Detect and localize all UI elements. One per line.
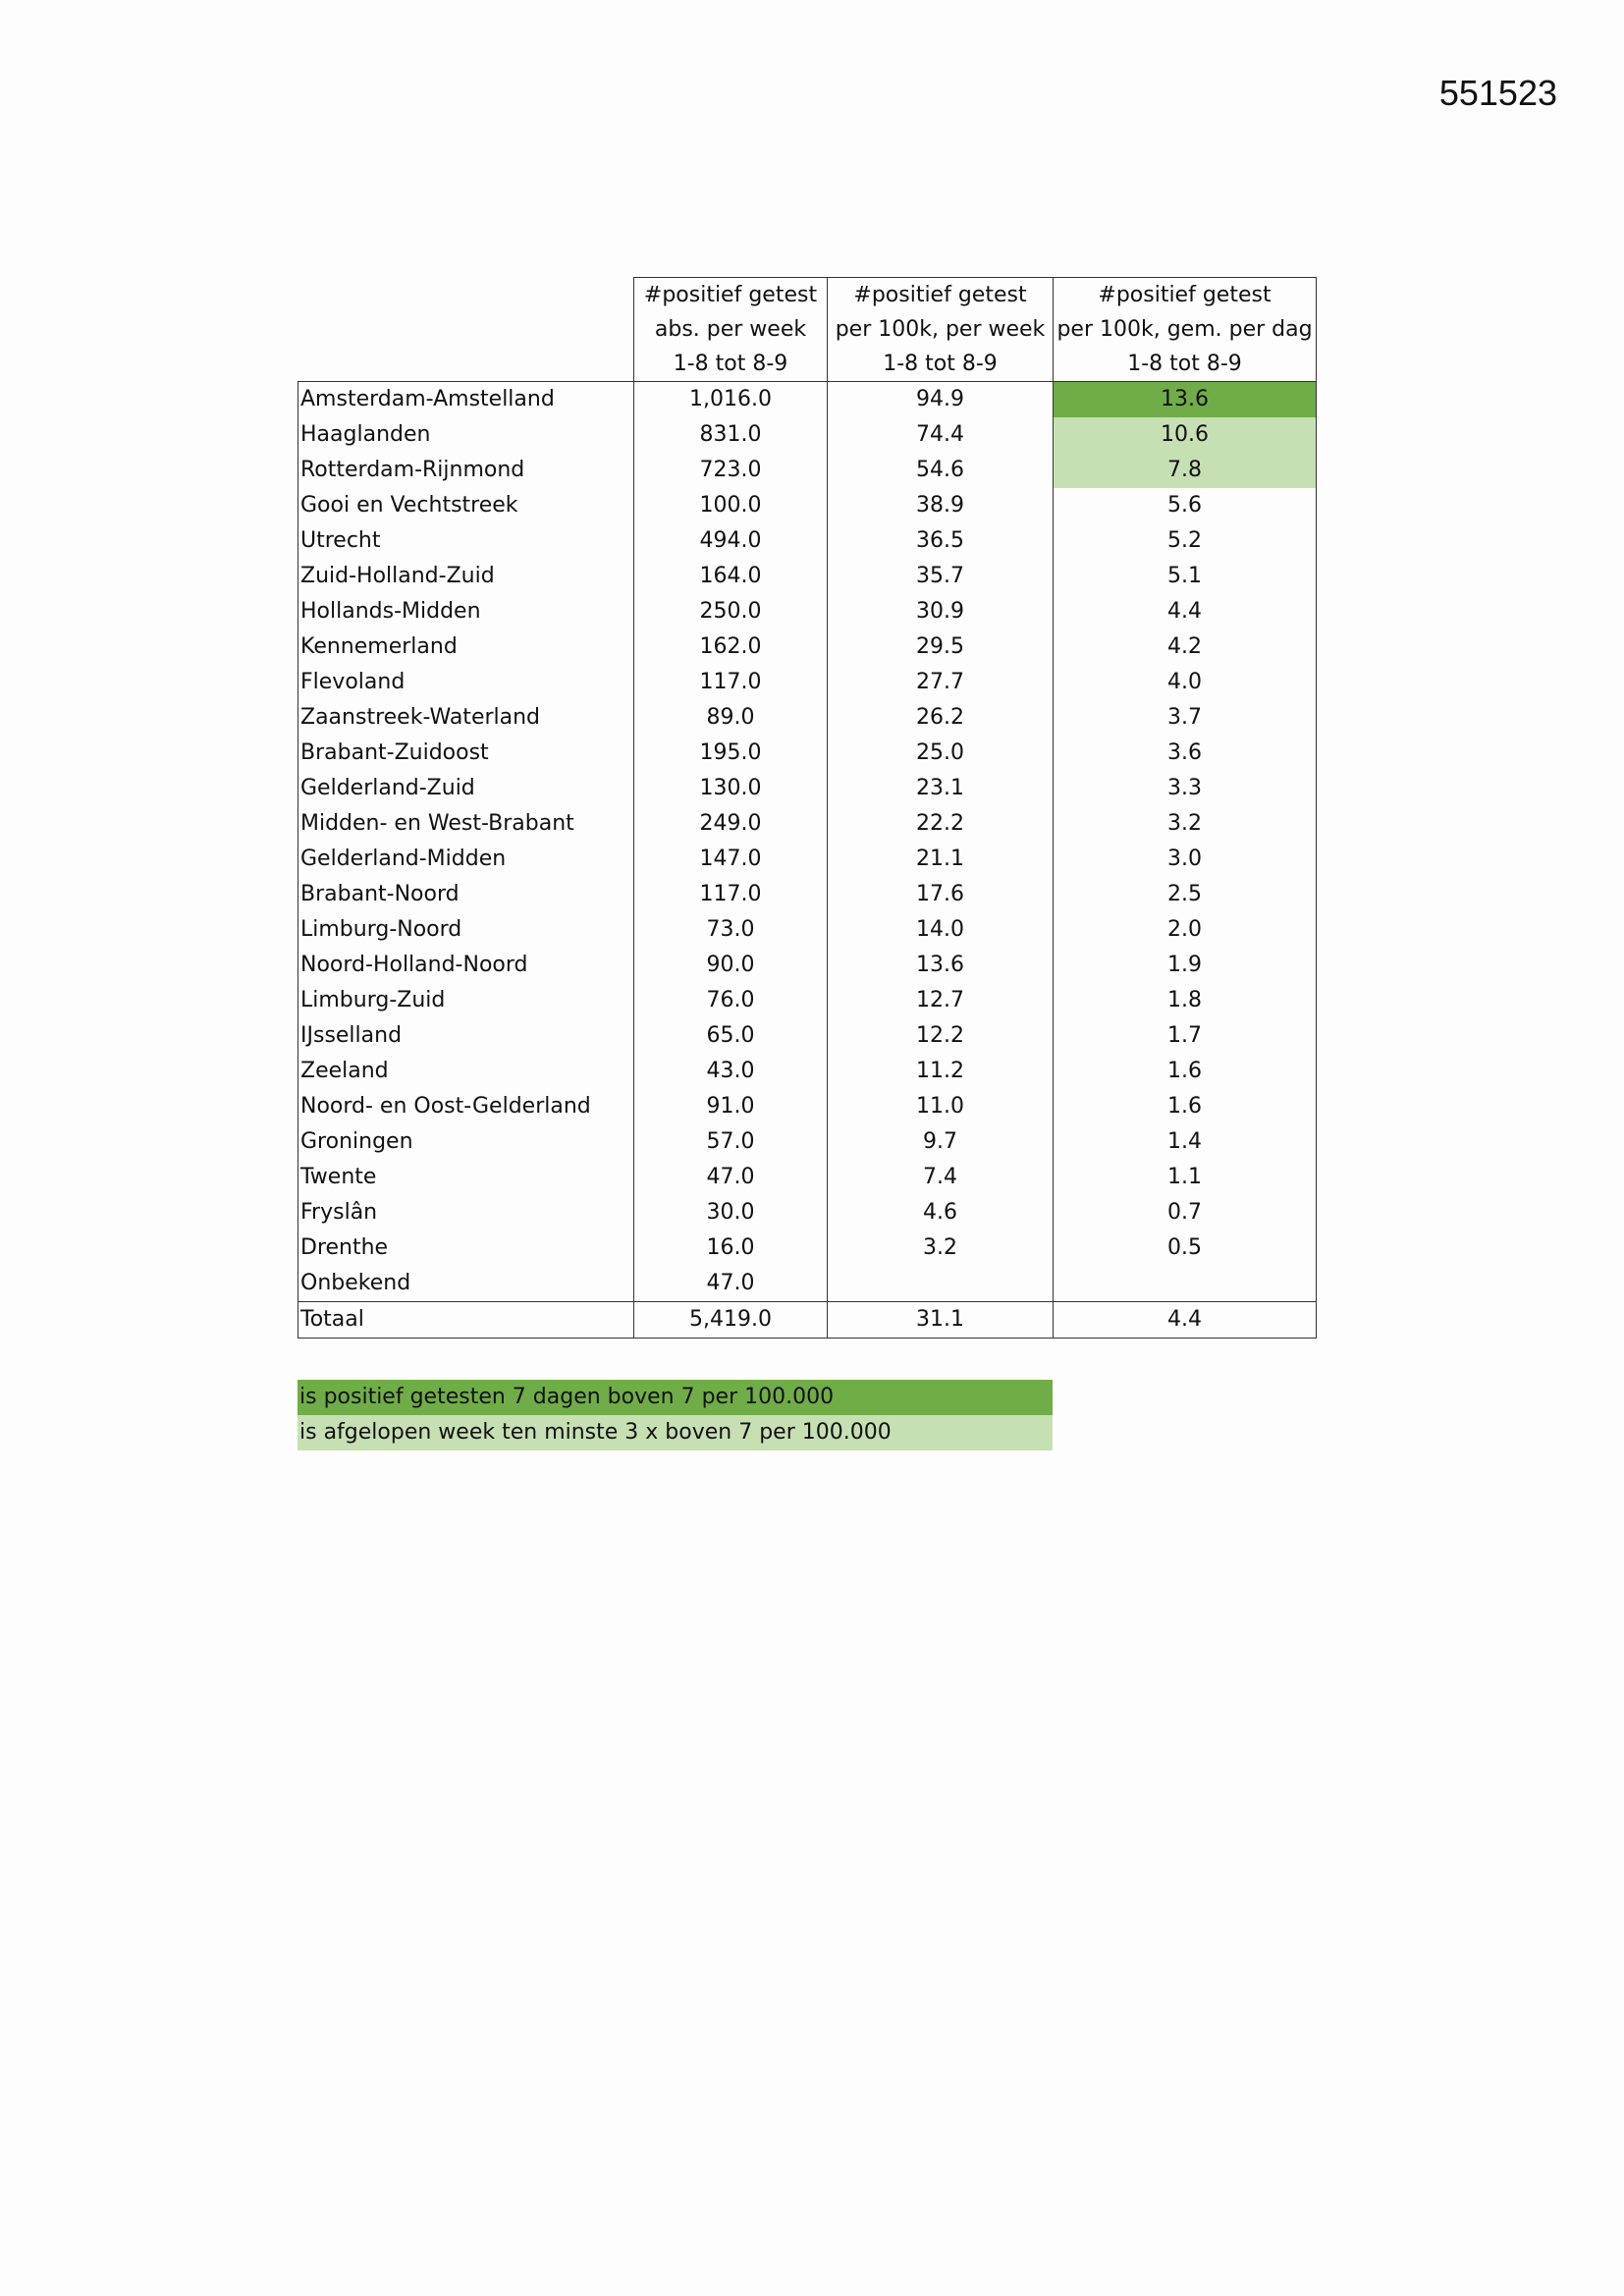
region-name: Gelderland-Zuid (298, 771, 634, 806)
value-cell: 7.8 (1054, 453, 1317, 488)
table-row (298, 665, 1317, 700)
value-cell: 30.0 (634, 1195, 828, 1230)
region-name: Midden- en West-Brabant (298, 806, 634, 842)
value-cell: 1.8 (1054, 983, 1317, 1018)
covid-region-table (298, 277, 1317, 1339)
value-cell: 74.4 (828, 417, 1054, 453)
value-cell: 3.2 (828, 1230, 1054, 1266)
value-cell: 65.0 (634, 1018, 828, 1054)
region-name: Noord-Holland-Noord (298, 948, 634, 983)
region-name: Brabant-Zuidoost (298, 736, 634, 771)
value-cell: 12.2 (828, 1018, 1054, 1054)
column-header: #positief getest (828, 278, 1054, 313)
value-cell: 5.1 (1054, 559, 1317, 594)
column-header: 1-8 tot 8-9 (828, 347, 1054, 382)
value-cell: 3.2 (1054, 806, 1317, 842)
value-cell: 3.0 (1054, 842, 1317, 877)
value-cell: 73.0 (634, 912, 828, 948)
value-cell: 94.9 (828, 382, 1054, 418)
value-cell: 2.0 (1054, 912, 1317, 948)
value-cell: 10.6 (1054, 417, 1317, 453)
value-cell: 90.0 (634, 948, 828, 983)
legend-item-light: is afgelopen week ten minste 3 x boven 7 per 100.000 (298, 1415, 1053, 1450)
region-name: Twente (298, 1160, 634, 1195)
table-row (298, 1160, 1317, 1195)
value-cell: 25.0 (828, 736, 1054, 771)
legend-item-dark: is positief getesten 7 dagen boven 7 per 100.000 (298, 1380, 1053, 1415)
value-cell: 3.3 (1054, 771, 1317, 806)
column-header: 1-8 tot 8-9 (634, 347, 828, 382)
value-cell: 3.7 (1054, 700, 1317, 736)
header-empty-cell (298, 278, 634, 313)
region-name: Amsterdam-Amstelland (298, 382, 634, 418)
total-value-cell: 31.1 (828, 1302, 1054, 1339)
table-row (298, 1124, 1317, 1160)
value-cell (828, 1266, 1054, 1302)
region-name: Utrecht (298, 523, 634, 559)
table-row (298, 1195, 1317, 1230)
region-name: Drenthe (298, 1230, 634, 1266)
value-cell: 22.2 (828, 806, 1054, 842)
value-cell: 13.6 (828, 948, 1054, 983)
value-cell: 36.5 (828, 523, 1054, 559)
value-cell: 147.0 (634, 842, 828, 877)
region-name: Zeeland (298, 1054, 634, 1089)
value-cell: 76.0 (634, 983, 828, 1018)
value-cell: 2.5 (1054, 877, 1317, 912)
value-cell: 13.6 (1054, 382, 1317, 418)
value-cell: 831.0 (634, 417, 828, 453)
value-cell: 1.7 (1054, 1018, 1317, 1054)
value-cell: 54.6 (828, 453, 1054, 488)
value-cell: 29.5 (828, 629, 1054, 665)
table-row (298, 629, 1317, 665)
value-cell: 91.0 (634, 1089, 828, 1124)
value-cell: 130.0 (634, 771, 828, 806)
region-name: Noord- en Oost-Gelderland (298, 1089, 634, 1124)
region-name: Limburg-Zuid (298, 983, 634, 1018)
value-cell: 23.1 (828, 771, 1054, 806)
value-cell: 0.5 (1054, 1230, 1317, 1266)
value-cell: 43.0 (634, 1054, 828, 1089)
value-cell: 4.2 (1054, 629, 1317, 665)
header-row (298, 312, 1317, 347)
value-cell: 164.0 (634, 559, 828, 594)
value-cell: 0.7 (1054, 1195, 1317, 1230)
value-cell: 117.0 (634, 665, 828, 700)
region-name: IJsselland (298, 1018, 634, 1054)
total-label: Totaal (298, 1302, 634, 1339)
value-cell: 11.2 (828, 1054, 1054, 1089)
table-row (298, 594, 1317, 629)
region-name: Hollands-Midden (298, 594, 634, 629)
table-row (298, 1230, 1317, 1266)
value-cell: 249.0 (634, 806, 828, 842)
region-name: Haaglanden (298, 417, 634, 453)
value-cell: 5.6 (1054, 488, 1317, 523)
value-cell: 1,016.0 (634, 382, 828, 418)
value-cell: 21.1 (828, 842, 1054, 877)
table-row (298, 912, 1317, 948)
value-cell: 27.7 (828, 665, 1054, 700)
region-name: Rotterdam-Rijnmond (298, 453, 634, 488)
region-name: Zuid-Holland-Zuid (298, 559, 634, 594)
value-cell: 1.4 (1054, 1124, 1317, 1160)
value-cell: 17.6 (828, 877, 1054, 912)
value-cell: 30.9 (828, 594, 1054, 629)
value-cell: 16.0 (634, 1230, 828, 1266)
region-name: Brabant-Noord (298, 877, 634, 912)
value-cell: 11.0 (828, 1089, 1054, 1124)
table-row (298, 453, 1317, 488)
value-cell: 4.4 (1054, 594, 1317, 629)
value-cell: 35.7 (828, 559, 1054, 594)
table-row (298, 700, 1317, 736)
region-name: Onbekend (298, 1266, 634, 1302)
value-cell: 9.7 (828, 1124, 1054, 1160)
header-empty-cell (298, 312, 634, 347)
document-number: 551523 (1438, 73, 1557, 113)
table-row (298, 983, 1317, 1018)
total-value-cell: 5,419.0 (634, 1302, 828, 1339)
table-row (298, 488, 1317, 523)
column-header: abs. per week (634, 312, 828, 347)
region-name: Flevoland (298, 665, 634, 700)
value-cell: 5.2 (1054, 523, 1317, 559)
region-name: Kennemerland (298, 629, 634, 665)
value-cell: 162.0 (634, 629, 828, 665)
value-cell: 14.0 (828, 912, 1054, 948)
header-row (298, 278, 1317, 313)
table-row (298, 559, 1317, 594)
header-row (298, 347, 1317, 382)
value-cell: 38.9 (828, 488, 1054, 523)
table-row (298, 877, 1317, 912)
table-row (298, 1054, 1317, 1089)
value-cell: 47.0 (634, 1266, 828, 1302)
value-cell: 1.6 (1054, 1089, 1317, 1124)
table-header (298, 278, 1317, 382)
value-cell: 1.1 (1054, 1160, 1317, 1195)
total-value-cell: 4.4 (1054, 1302, 1317, 1339)
total-row (298, 1302, 1317, 1339)
table-row (298, 771, 1317, 806)
value-cell: 250.0 (634, 594, 828, 629)
column-header: per 100k, gem. per dag (1054, 312, 1317, 347)
value-cell: 47.0 (634, 1160, 828, 1195)
column-header: #positief getest (634, 278, 828, 313)
table-row (298, 736, 1317, 771)
table-row (298, 382, 1317, 418)
value-cell: 723.0 (634, 453, 828, 488)
column-header: per 100k, per week (828, 312, 1054, 347)
value-cell: 195.0 (634, 736, 828, 771)
table-row (298, 523, 1317, 559)
table-row (298, 417, 1317, 453)
column-header: 1-8 tot 8-9 (1054, 347, 1317, 382)
column-header: #positief getest (1054, 278, 1317, 313)
table-row (298, 1018, 1317, 1054)
table-row (298, 1266, 1317, 1302)
table-row (298, 1089, 1317, 1124)
region-name: Zaanstreek-Waterland (298, 700, 634, 736)
region-name: Gelderland-Midden (298, 842, 634, 877)
value-cell: 1.6 (1054, 1054, 1317, 1089)
value-cell: 4.6 (828, 1195, 1054, 1230)
value-cell: 494.0 (634, 523, 828, 559)
value-cell: 57.0 (634, 1124, 828, 1160)
value-cell: 1.9 (1054, 948, 1317, 983)
region-name: Limburg-Noord (298, 912, 634, 948)
legend (298, 1380, 1053, 1450)
value-cell: 89.0 (634, 700, 828, 736)
value-cell: 12.7 (828, 983, 1054, 1018)
value-cell (1054, 1266, 1317, 1302)
table-row (298, 948, 1317, 983)
region-name: Gooi en Vechtstreek (298, 488, 634, 523)
table-row (298, 806, 1317, 842)
value-cell: 26.2 (828, 700, 1054, 736)
region-name: Groningen (298, 1124, 634, 1160)
value-cell: 117.0 (634, 877, 828, 912)
value-cell: 7.4 (828, 1160, 1054, 1195)
table-body (298, 382, 1317, 1339)
header-empty-cell (298, 347, 634, 382)
value-cell: 3.6 (1054, 736, 1317, 771)
value-cell: 4.0 (1054, 665, 1317, 700)
region-name: Fryslân (298, 1195, 634, 1230)
table-row (298, 842, 1317, 877)
value-cell: 100.0 (634, 488, 828, 523)
